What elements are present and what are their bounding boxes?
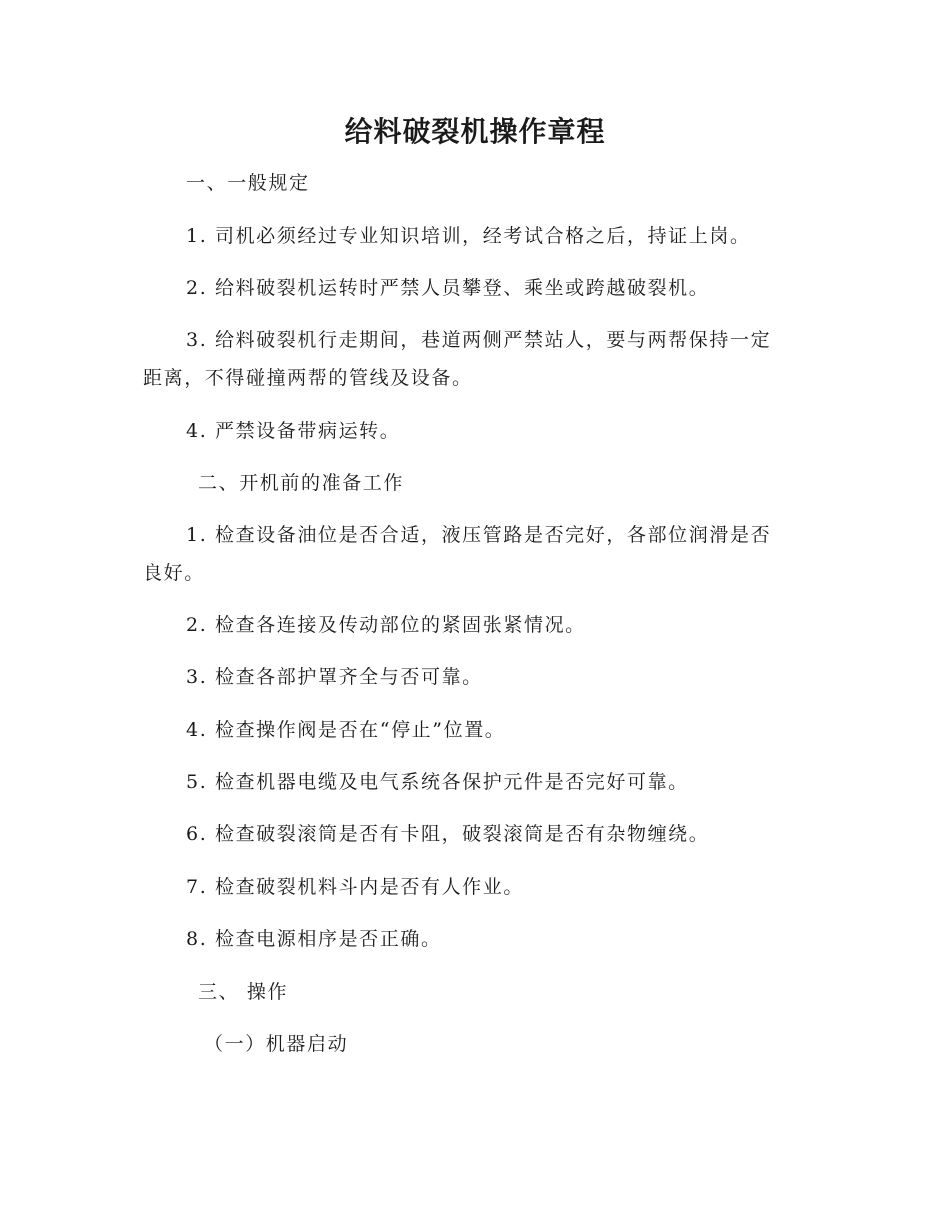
section-heading-operation: 三、 操作 bbox=[198, 981, 289, 1003]
document-title: 给料破裂机操作章程 bbox=[344, 115, 606, 148]
paragraph-line: 3. 检查各部护罩齐全与否可靠。 bbox=[186, 666, 483, 688]
paragraph-line: 6. 检查破裂滚筒是否有卡阻，破裂滚筒是否有杂物缠绕。 bbox=[186, 823, 710, 845]
paragraph-line: 7. 检查破裂机料斗内是否有人作业。 bbox=[186, 876, 524, 898]
paragraph-line: 1. 检查设备油位是否合适，液压管路是否完好，各部位润滑是否 bbox=[186, 524, 772, 546]
paragraph-line: 8. 检查电源相序是否正确。 bbox=[186, 928, 442, 950]
section-heading-preparation: 二、开机前的准备工作 bbox=[198, 472, 405, 494]
subsection-heading-start: （一）机器启动 bbox=[204, 1033, 349, 1055]
paragraph-line: 3. 给料破裂机行走期间，巷道两侧严禁站人，要与两帮保持一定 bbox=[186, 329, 772, 351]
paragraph-line: 2. 给料破裂机运转时严禁人员攀登、乘坐或跨越破裂机。 bbox=[186, 277, 710, 299]
paragraph-line: 4. 检查操作阀是否在“停止”位置。 bbox=[186, 719, 506, 741]
paragraph-line: 良好。 bbox=[143, 562, 205, 584]
section-heading-general: 一、一般规定 bbox=[186, 172, 310, 194]
paragraph-line: 2. 检查各连接及传动部位的紧固张紧情况。 bbox=[186, 614, 586, 636]
paragraph-line: 距离，不得碰撞两帮的管线及设备。 bbox=[143, 367, 473, 389]
paragraph-line: 5. 检查机器电缆及电气系统各保护元件是否完好可靠。 bbox=[186, 771, 689, 793]
paragraph-line: 4. 严禁设备带病运转。 bbox=[186, 420, 401, 442]
paragraph-line: 1. 司机必须经过专业知识培训，经考试合格之后，持证上岗。 bbox=[186, 225, 751, 247]
